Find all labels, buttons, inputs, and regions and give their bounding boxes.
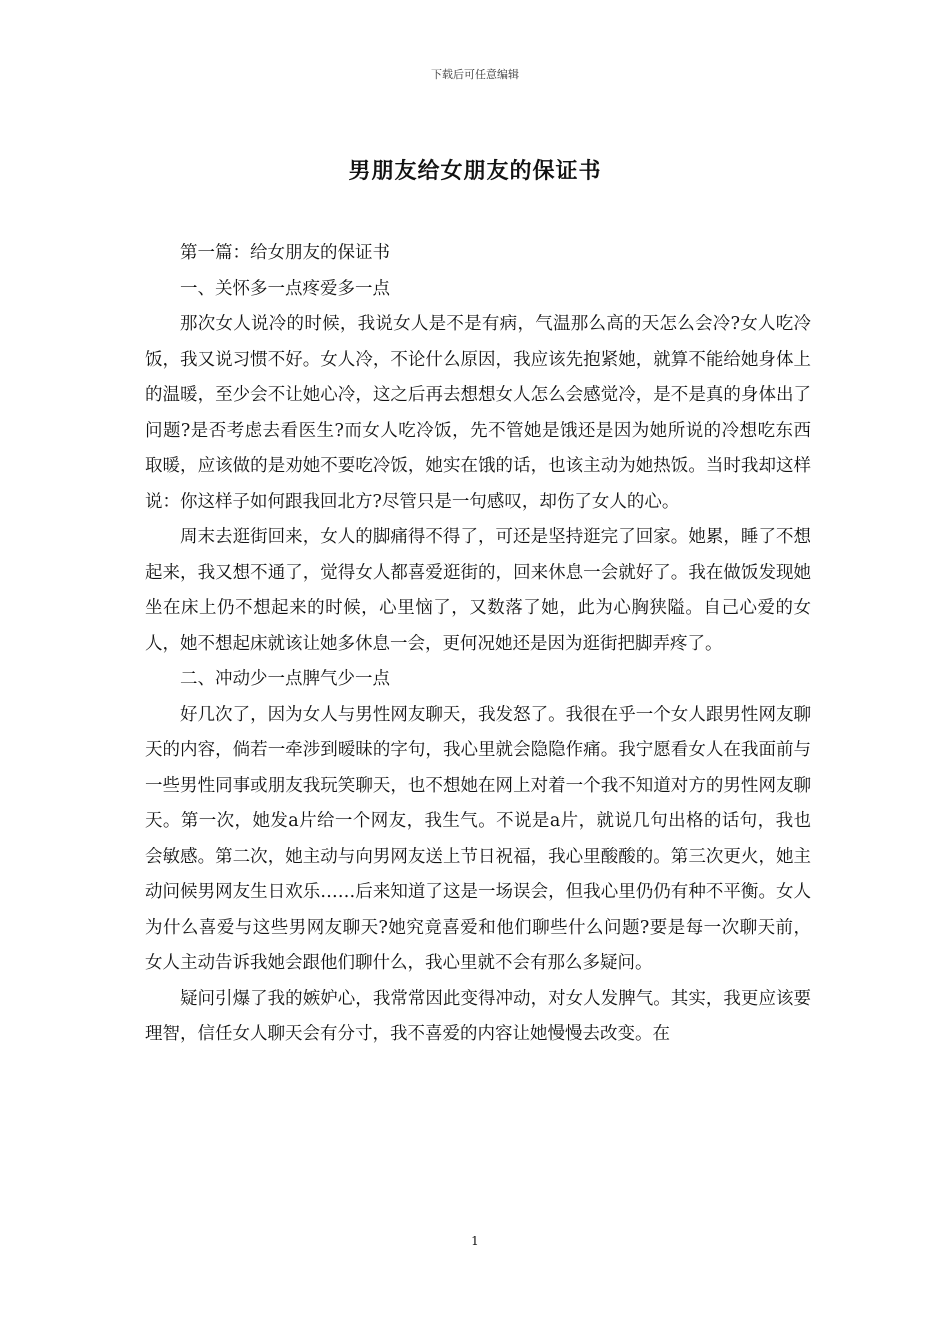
section-heading: 第一篇：给女朋友的保证书 xyxy=(180,243,390,263)
subsection-heading: 二、冲动少一点脾气少一点 xyxy=(180,669,390,689)
document-body xyxy=(145,236,811,1053)
document-title: 男朋友给女朋友的保证书 xyxy=(348,158,602,184)
body-paragraph: 好几次了，因为女人与男性网友聊天，我发怒了。我很在乎一个女人跟男性网友聊天的内容，倘若一牵涉到暧昧的字句，我心里就会隐隐作痛。我宁愿看女人在我面前与一些男性同事或朋友我玩笑聊天，也不想她在网上对着一个我不知道对方的男性网友聊天。第一次，她发a片给一个网友，我生气。不说是a片，就说几句出格的话句，我也会敏感。第二次，她主动与向男网友送上节日祝福，我心里酸酸的。第三次更火，她主动问候男网友生日欢乐……后来知道了这是一场误会，但我心里仍仍有种不平衡。女人为什么喜爱与这些男网友聊天?她究竟喜爱和他们聊些什么问题?要是每一次聊天前，女人主动告诉我她会跟他们聊什么，我心里就不会有那么多疑问。 xyxy=(145,704,811,973)
body-paragraph: 疑问引爆了我的嫉妒心，我常常因此变得冲动，对女人发脾气。其实，我更应该要理智，信任女人聊天会有分寸，我不喜爱的内容让她慢慢去改变。在 xyxy=(145,988,811,1044)
page-number: 1 xyxy=(471,1234,479,1248)
body-paragraph: 周末去逛街回来，女人的脚痛得不得了，可还是坚持逛完了回家。她累，睡了不想起来，我又想不通了，觉得女人都喜爱逛街的，回来休息一会就好了。我在做饭发现她坐在床上仍不想起来的时候，心里恼了，又数落了她，此为心胸狭隘。自己心爱的女人，她不想起床就该让她多休息一会，更何况她还是因为逛街把脚弄疼了。 xyxy=(145,527,811,654)
page-header-note: 下载后可任意编辑 xyxy=(431,68,519,81)
subsection-heading: 一、关怀多一点疼爱多一点 xyxy=(180,278,390,299)
body-paragraph: 那次女人说冷的时候，我说女人是不是有病，气温那么高的天怎么会冷?女人吃冷饭，我又说习惯不好。女人冷，不论什么原因，我应该先抱紧她，就算不能给她身体上的温暖，至少会不让她心冷，这之后再去想想女人怎么会感觉冷，是不是真的身体出了问题?是否考虑去看医生?而女人吃冷饭，先不管她是饿还是因为她所说的冷想吃东西取暖，应该做的是劝她不要吃冷饭，她实在饿的话，也该主动为她热饭。当时我却这样说：你这样子如何跟我回北方?尽管只是一句感叹，却伤了女人的心。 xyxy=(145,314,811,512)
